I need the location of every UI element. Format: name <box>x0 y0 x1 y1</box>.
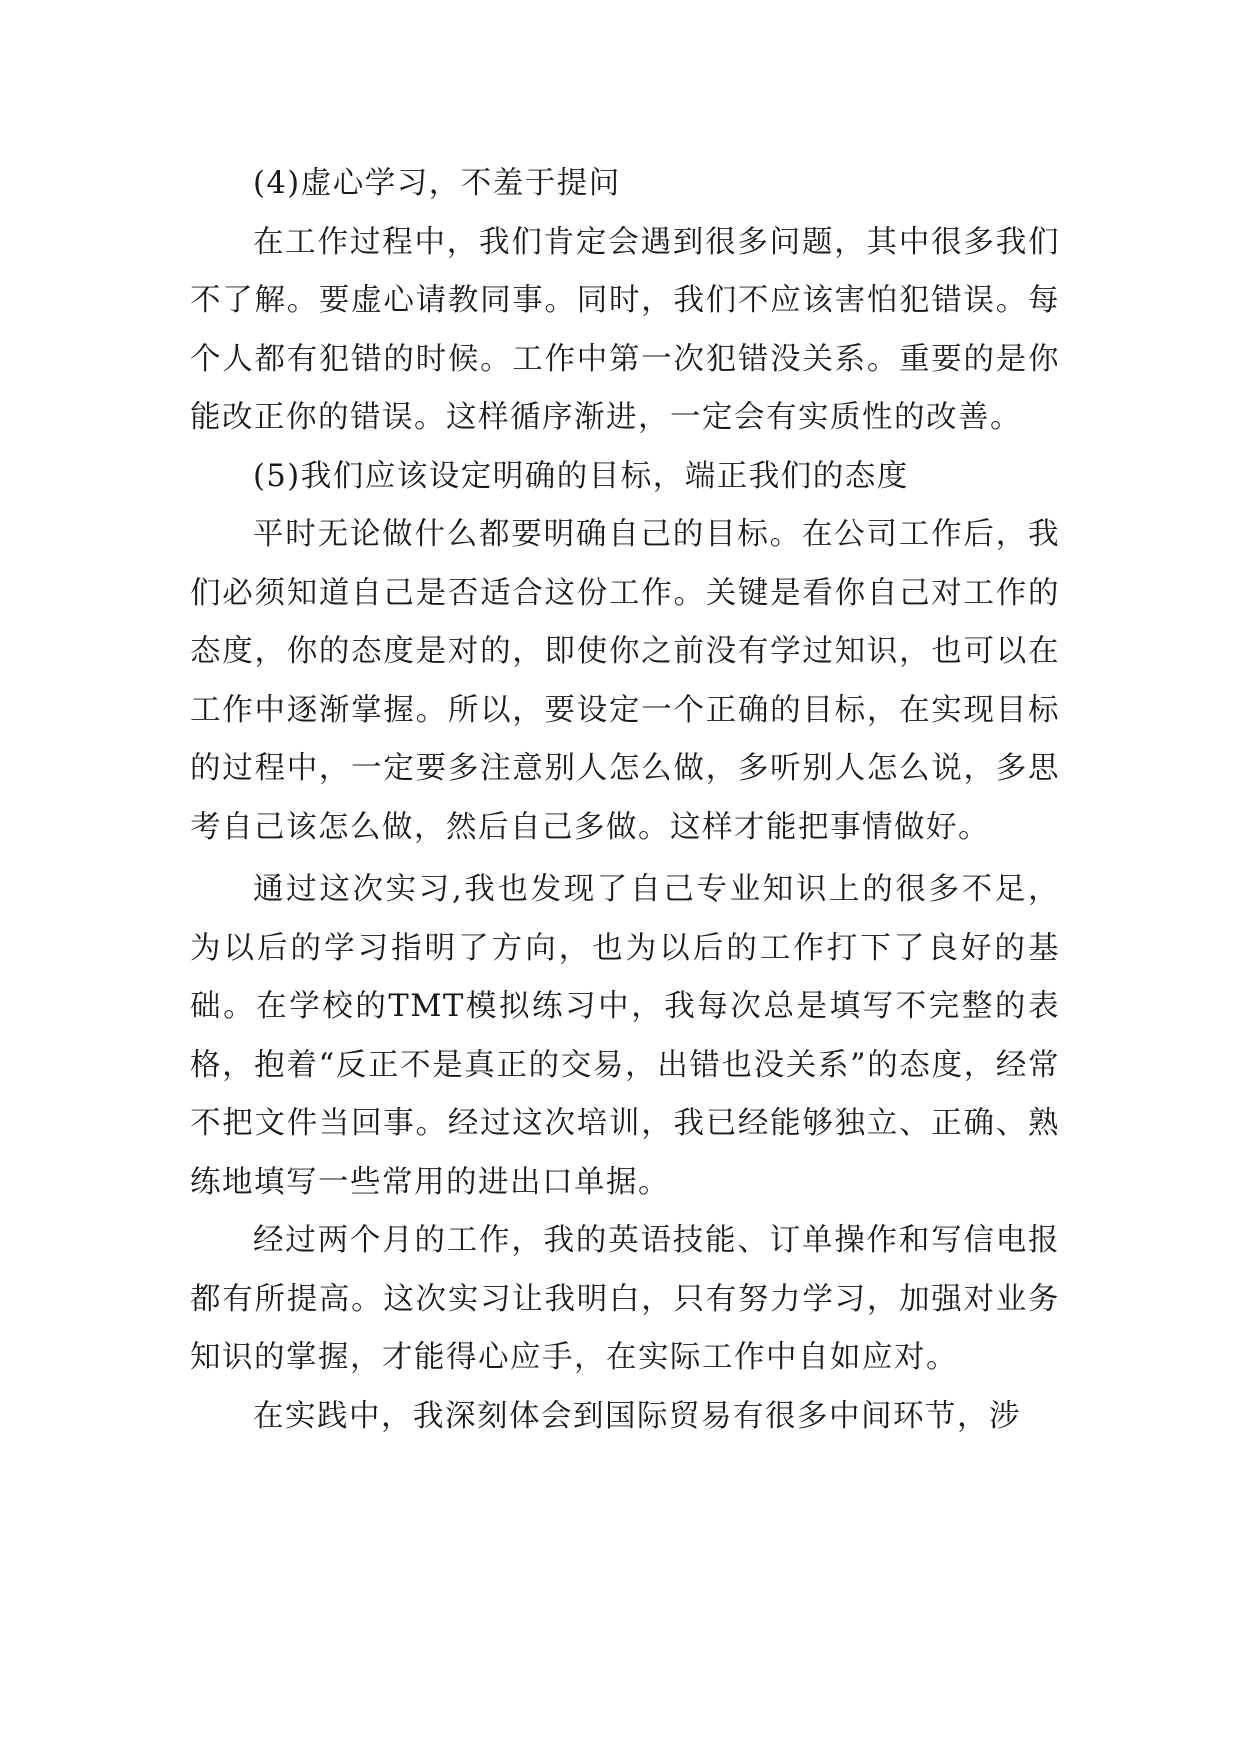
section-heading-5: (5)我们应该设定明确的目标，端正我们的态度 <box>253 458 909 494</box>
document-page <box>190 155 1060 1446</box>
paragraph-internship-shortcomings: 通过这次实习,我也发现了自己专业知识上的很多不足，为以后的学习指明了方向，也为以后的工作打下了良好的基础。在学校的TMT模拟练习中，我每次总是填写不完整的表格，抱着“反正不是真正的交易，出错也没关系”的态度，经常不把文件当回事。经过这次培训，我已经能够独立、正确、熟练地填写一些常用的进出口单据。 <box>190 872 1060 1200</box>
section-heading-4: (4)虚心学习，不羞于提问 <box>253 166 621 201</box>
paragraph-set-goals: 平时无论做什么都要明确自己的目标。在公司工作后，我们必须知道自己是否适合这份工作。关键是看你自己对工作的态度，你的态度是对的，即使你之前没有学过知识，也可以在工作中逐渐掌握。所以，要设定一个正确的目标，在实现目标的过程中，一定要多注意别人怎么做，多听别人怎么说，多思考自己该怎么做，然后自己多做。这样才能把事情做好。 <box>190 517 1060 845</box>
paragraph-ask-questions: 在工作过程中，我们肯定会遇到很多问题，其中很多我们不了解。要虚心请教同事。同时，我们不应该害怕犯错误。每个人都有犯错的时候。工作中第一次犯错没关系。重要的是你能改正你的错误。这样循序渐进，一定会有实质性的改善。 <box>190 224 1060 435</box>
paragraph-practice: 在实践中，我深刻体会到国际贸易有很多中间环节，涉 <box>253 1398 1021 1434</box>
paragraph-two-months-work: 经过两个月的工作，我的英语技能、订单操作和写信电报都有所提高。这次实习让我明白，只有努力学习，加强对业务知识的掌握，才能得心应手，在实际工作中自如应对。 <box>190 1223 1060 1375</box>
